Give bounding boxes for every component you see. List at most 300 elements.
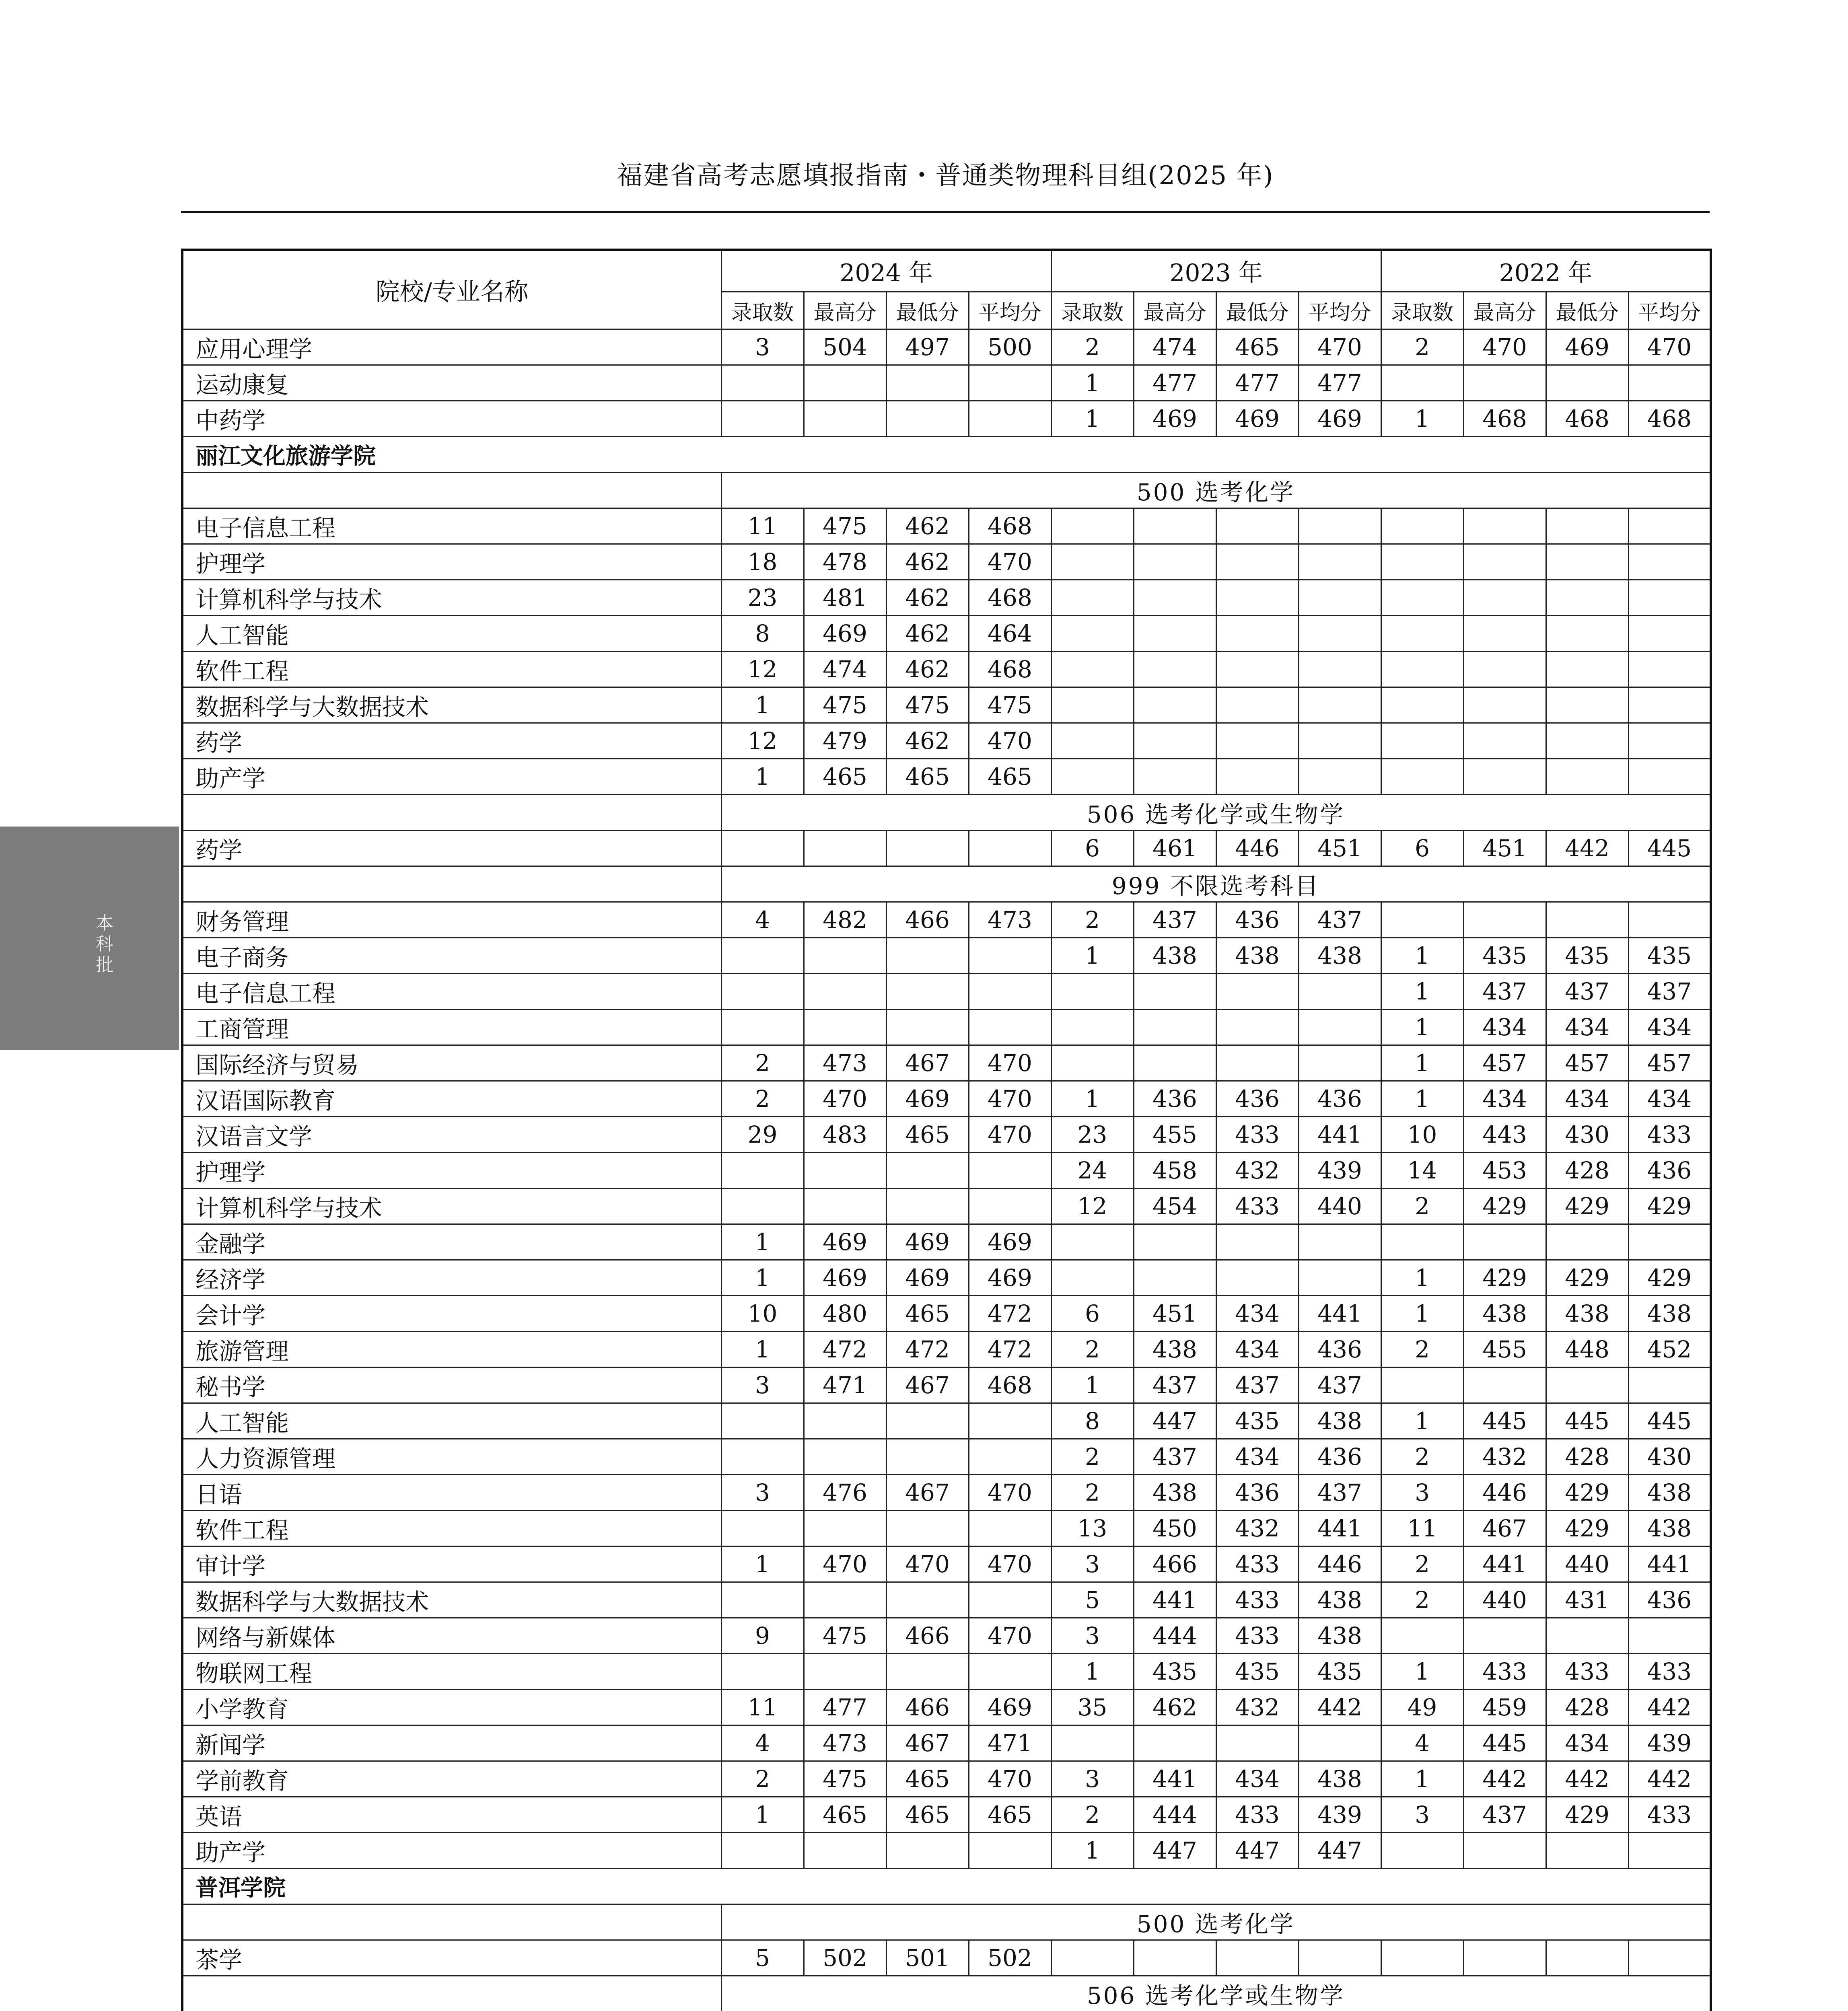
score-cell <box>804 1189 886 1224</box>
score-cell: 451 <box>1134 1296 1216 1332</box>
score-cell <box>1134 1940 1216 1976</box>
score-cell: 4 <box>721 1725 804 1761</box>
score-cell <box>1216 974 1299 1010</box>
score-cell: 468 <box>1463 401 1546 437</box>
score-cell: 2 <box>1051 329 1134 365</box>
major-name: 软件工程 <box>182 652 721 687</box>
score-cell <box>721 831 804 866</box>
score-cell <box>1628 1224 1711 1260</box>
major-row <box>182 687 1711 723</box>
major-name: 数据科学与大数据技术 <box>182 687 721 723</box>
score-cell: 502 <box>969 1940 1051 1976</box>
score-cell: 1 <box>1051 1081 1134 1117</box>
major-name: 经济学 <box>182 1260 721 1296</box>
major-name: 小学教育 <box>182 1690 721 1725</box>
school-row <box>182 437 1711 473</box>
side-tab-label <box>93 913 117 976</box>
score-cell <box>1051 616 1134 652</box>
score-cell <box>1628 902 1711 938</box>
score-cell: 470 <box>804 1546 886 1582</box>
major-row <box>182 1725 1711 1761</box>
score-cell <box>1546 580 1628 616</box>
score-cell <box>1463 365 1546 401</box>
score-cell <box>1216 1940 1299 1976</box>
school-name: 普洱学院 <box>182 1869 1711 1904</box>
score-cell <box>1051 723 1134 759</box>
score-cell: 472 <box>804 1332 886 1367</box>
metric-header: 录取数 <box>1381 292 1463 329</box>
score-cell: 433 <box>1216 1582 1299 1618</box>
major-row <box>182 1403 1711 1439</box>
major-row <box>182 759 1711 795</box>
major-name: 学前教育 <box>182 1761 721 1797</box>
score-cell: 467 <box>886 1475 969 1511</box>
score-cell: 465 <box>886 1797 969 1833</box>
score-cell: 465 <box>1216 329 1299 365</box>
score-cell: 430 <box>1546 1117 1628 1153</box>
score-cell <box>1299 687 1381 723</box>
score-cell: 429 <box>1546 1189 1628 1224</box>
subject-requirement: 999 不限选考科目 <box>721 866 1711 902</box>
score-cell: 439 <box>1628 1725 1711 1761</box>
score-cell: 35 <box>1051 1690 1134 1725</box>
score-cell <box>1299 1940 1381 1976</box>
score-cell: 18 <box>721 544 804 580</box>
score-cell: 457 <box>1628 1045 1711 1081</box>
score-cell <box>1216 616 1299 652</box>
score-cell <box>1299 1224 1381 1260</box>
score-cell: 1 <box>1381 1654 1463 1690</box>
score-cell: 458 <box>1134 1153 1216 1189</box>
score-cell: 469 <box>804 616 886 652</box>
score-cell <box>1134 1725 1216 1761</box>
score-cell <box>1628 1833 1711 1869</box>
header-row-years <box>182 250 1711 292</box>
score-cell <box>969 1511 1051 1546</box>
score-cell: 445 <box>1628 1403 1711 1439</box>
score-cell: 3 <box>721 1475 804 1511</box>
score-cell <box>1381 902 1463 938</box>
score-cell <box>1628 616 1711 652</box>
score-cell <box>1134 687 1216 723</box>
score-cell: 437 <box>1546 974 1628 1010</box>
score-cell: 4 <box>1381 1725 1463 1761</box>
score-cell: 441 <box>1299 1511 1381 1546</box>
score-cell: 428 <box>1546 1439 1628 1475</box>
score-cell: 1 <box>721 1332 804 1367</box>
score-cell <box>1216 652 1299 687</box>
score-cell <box>1216 687 1299 723</box>
major-row <box>182 1332 1711 1367</box>
score-cell: 9 <box>721 1618 804 1654</box>
score-cell <box>886 1189 969 1224</box>
major-name: 助产学 <box>182 1833 721 1869</box>
score-cell <box>886 831 969 866</box>
score-cell: 483 <box>804 1117 886 1153</box>
score-cell <box>1381 508 1463 544</box>
score-cell: 1 <box>1381 1010 1463 1045</box>
score-cell: 477 <box>1216 365 1299 401</box>
score-cell <box>1299 544 1381 580</box>
score-cell <box>1051 1260 1134 1296</box>
score-cell: 440 <box>1463 1582 1546 1618</box>
score-cell <box>1628 580 1711 616</box>
score-cell: 2 <box>1381 1332 1463 1367</box>
score-cell <box>721 938 804 974</box>
score-cell <box>804 1833 886 1869</box>
score-cell: 430 <box>1628 1439 1711 1475</box>
score-cell <box>1628 723 1711 759</box>
score-cell: 453 <box>1463 1153 1546 1189</box>
score-cell: 433 <box>1546 1654 1628 1690</box>
score-cell: 434 <box>1628 1081 1711 1117</box>
score-cell: 472 <box>969 1296 1051 1332</box>
score-cell: 433 <box>1628 1654 1711 1690</box>
score-cell: 477 <box>1134 365 1216 401</box>
score-cell: 455 <box>1134 1117 1216 1153</box>
score-cell: 479 <box>804 723 886 759</box>
score-cell: 451 <box>1299 831 1381 866</box>
score-cell <box>804 1582 886 1618</box>
header-rule <box>181 211 1710 213</box>
score-cell: 442 <box>1628 1690 1711 1725</box>
score-cell: 435 <box>1463 938 1546 974</box>
major-row <box>182 938 1711 974</box>
score-cell: 469 <box>1299 401 1381 437</box>
score-cell: 470 <box>1463 329 1546 365</box>
major-name: 日语 <box>182 1475 721 1511</box>
score-cell <box>721 1403 804 1439</box>
score-cell: 2 <box>1051 1797 1134 1833</box>
score-cell: 471 <box>804 1367 886 1403</box>
score-cell: 429 <box>1546 1475 1628 1511</box>
score-cell <box>1134 974 1216 1010</box>
score-cell <box>1134 1260 1216 1296</box>
score-cell <box>1134 616 1216 652</box>
score-cell: 440 <box>1299 1189 1381 1224</box>
score-cell: 436 <box>1216 902 1299 938</box>
major-name: 运动康复 <box>182 365 721 401</box>
score-cell: 470 <box>1628 329 1711 365</box>
score-cell: 437 <box>1463 974 1546 1010</box>
score-cell: 475 <box>886 687 969 723</box>
score-cell: 1 <box>721 1260 804 1296</box>
score-cell <box>1628 508 1711 544</box>
score-cell: 433 <box>1216 1797 1299 1833</box>
score-cell <box>1134 1224 1216 1260</box>
score-cell <box>1463 508 1546 544</box>
score-cell <box>886 1010 969 1045</box>
score-cell: 464 <box>969 616 1051 652</box>
score-cell <box>1299 1725 1381 1761</box>
score-cell: 441 <box>1463 1546 1546 1582</box>
major-name: 数据科学与大数据技术 <box>182 1582 721 1618</box>
score-cell: 1 <box>1051 1833 1134 1869</box>
score-cell: 462 <box>1134 1690 1216 1725</box>
score-cell: 1 <box>1051 1367 1134 1403</box>
major-name: 金融学 <box>182 1224 721 1260</box>
major-row <box>182 974 1711 1010</box>
score-cell: 462 <box>886 544 969 580</box>
column-header-name: 院校/专业名称 <box>182 250 721 329</box>
score-cell <box>721 1511 804 1546</box>
score-cell: 11 <box>721 1690 804 1725</box>
score-cell <box>1216 1725 1299 1761</box>
score-cell <box>804 1403 886 1439</box>
score-cell <box>1546 1833 1628 1869</box>
score-cell: 438 <box>1628 1511 1711 1546</box>
major-row <box>182 1081 1711 1117</box>
score-cell: 465 <box>804 1797 886 1833</box>
score-cell: 435 <box>1216 1403 1299 1439</box>
score-cell <box>804 831 886 866</box>
score-cell <box>721 1654 804 1690</box>
score-cell: 438 <box>1299 1761 1381 1797</box>
score-cell: 480 <box>804 1296 886 1332</box>
score-cell <box>1381 1940 1463 1976</box>
score-cell <box>1299 974 1381 1010</box>
score-cell: 473 <box>804 1045 886 1081</box>
score-cell: 3 <box>1381 1797 1463 1833</box>
major-name: 秘书学 <box>182 1367 721 1403</box>
score-cell: 434 <box>1628 1010 1711 1045</box>
score-cell: 1 <box>721 1224 804 1260</box>
score-cell <box>1134 1010 1216 1045</box>
score-cell: 504 <box>804 329 886 365</box>
score-cell <box>1051 1940 1134 1976</box>
score-cell: 1 <box>1381 1081 1463 1117</box>
score-cell: 1 <box>1051 938 1134 974</box>
score-cell <box>969 401 1051 437</box>
score-cell <box>886 1654 969 1690</box>
score-cell <box>1051 508 1134 544</box>
score-cell <box>804 974 886 1010</box>
major-row <box>182 831 1711 866</box>
major-name: 软件工程 <box>182 1511 721 1546</box>
major-name: 物联网工程 <box>182 1654 721 1690</box>
score-cell <box>1051 580 1134 616</box>
major-row <box>182 652 1711 687</box>
score-cell: 459 <box>1463 1690 1546 1725</box>
score-cell: 435 <box>1216 1654 1299 1690</box>
score-cell: 432 <box>1463 1439 1546 1475</box>
score-cell: 475 <box>804 1618 886 1654</box>
major-row <box>182 616 1711 652</box>
score-cell: 476 <box>804 1475 886 1511</box>
score-cell <box>721 1010 804 1045</box>
score-cell: 429 <box>1546 1511 1628 1546</box>
score-cell: 3 <box>1381 1475 1463 1511</box>
score-cell <box>1051 1224 1134 1260</box>
major-name: 药学 <box>182 831 721 866</box>
score-cell <box>1299 508 1381 544</box>
score-cell <box>1381 759 1463 795</box>
score-cell <box>1546 759 1628 795</box>
score-cell <box>804 1010 886 1045</box>
score-cell: 441 <box>1134 1582 1216 1618</box>
score-cell <box>1546 723 1628 759</box>
score-cell: 438 <box>1628 1296 1711 1332</box>
score-cell: 457 <box>1463 1045 1546 1081</box>
major-name: 人工智能 <box>182 1403 721 1439</box>
score-cell: 468 <box>1628 401 1711 437</box>
score-cell: 12 <box>1051 1189 1134 1224</box>
score-cell: 1 <box>721 1546 804 1582</box>
metric-header: 最低分 <box>1216 292 1299 329</box>
score-cell: 1 <box>1051 1654 1134 1690</box>
major-name: 护理学 <box>182 1153 721 1189</box>
score-cell <box>1216 1260 1299 1296</box>
score-cell <box>1628 544 1711 580</box>
score-cell: 5 <box>721 1940 804 1976</box>
score-cell: 444 <box>1134 1797 1216 1833</box>
score-cell: 469 <box>969 1224 1051 1260</box>
score-cell <box>1463 902 1546 938</box>
score-cell: 445 <box>1463 1725 1546 1761</box>
major-name: 计算机科学与技术 <box>182 580 721 616</box>
score-cell: 469 <box>969 1260 1051 1296</box>
subject-requirement: 500 选考化学 <box>721 1904 1711 1940</box>
score-cell <box>886 974 969 1010</box>
score-cell <box>1051 544 1134 580</box>
blank-cell <box>182 1904 721 1940</box>
score-cell <box>1381 580 1463 616</box>
major-row <box>182 1439 1711 1475</box>
score-cell: 445 <box>1628 831 1711 866</box>
score-cell: 502 <box>804 1940 886 1976</box>
major-name: 人力资源管理 <box>182 1439 721 1475</box>
score-cell: 472 <box>969 1332 1051 1367</box>
major-row <box>182 1260 1711 1296</box>
score-cell: 467 <box>886 1725 969 1761</box>
score-cell: 455 <box>1463 1332 1546 1367</box>
major-row <box>182 902 1711 938</box>
blank-cell <box>182 795 721 831</box>
score-cell: 438 <box>1463 1296 1546 1332</box>
score-cell: 1 <box>1381 1403 1463 1439</box>
school-row <box>182 1869 1711 1904</box>
score-cell: 3 <box>721 1367 804 1403</box>
subject-requirement-row <box>182 473 1711 508</box>
major-row <box>182 1690 1711 1725</box>
score-cell: 439 <box>1299 1153 1381 1189</box>
score-cell: 462 <box>886 652 969 687</box>
score-cell: 470 <box>969 1081 1051 1117</box>
score-cell: 469 <box>969 1690 1051 1725</box>
score-cell <box>1051 759 1134 795</box>
score-cell: 435 <box>1134 1654 1216 1690</box>
score-cell: 444 <box>1134 1618 1216 1654</box>
score-cell <box>886 1833 969 1869</box>
subject-requirement: 506 选考化学或生物学 <box>721 1976 1711 2011</box>
major-row <box>182 1833 1711 1869</box>
score-cell <box>1381 723 1463 759</box>
score-cell: 433 <box>1463 1654 1546 1690</box>
score-cell: 11 <box>721 508 804 544</box>
score-cell: 441 <box>1299 1117 1381 1153</box>
score-cell <box>804 1654 886 1690</box>
metric-header: 最高分 <box>1463 292 1546 329</box>
major-name: 会计学 <box>182 1296 721 1332</box>
score-cell <box>1381 1367 1463 1403</box>
score-cell: 465 <box>886 759 969 795</box>
score-cell: 438 <box>1299 938 1381 974</box>
score-cell: 465 <box>804 759 886 795</box>
major-row <box>182 1940 1711 1976</box>
major-name: 英语 <box>182 1797 721 1833</box>
major-name: 电子商务 <box>182 938 721 974</box>
score-cell: 481 <box>804 580 886 616</box>
score-cell <box>1216 544 1299 580</box>
major-name: 药学 <box>182 723 721 759</box>
score-cell <box>1546 616 1628 652</box>
score-cell: 24 <box>1051 1153 1134 1189</box>
score-cell: 434 <box>1216 1761 1299 1797</box>
score-cell: 467 <box>1463 1511 1546 1546</box>
score-cell <box>1381 687 1463 723</box>
score-cell: 429 <box>1546 1260 1628 1296</box>
score-cell: 468 <box>969 508 1051 544</box>
score-cell: 429 <box>1628 1189 1711 1224</box>
major-row <box>182 1189 1711 1224</box>
score-cell <box>1299 759 1381 795</box>
major-name: 电子信息工程 <box>182 974 721 1010</box>
major-row <box>182 1511 1711 1546</box>
metric-header: 平均分 <box>1299 292 1381 329</box>
subject-requirement-row <box>182 866 1711 902</box>
score-cell: 462 <box>886 616 969 652</box>
score-cell <box>886 1582 969 1618</box>
score-cell <box>1628 1367 1711 1403</box>
score-cell: 438 <box>1299 1403 1381 1439</box>
score-cell: 431 <box>1546 1582 1628 1618</box>
score-cell: 442 <box>1628 1761 1711 1797</box>
admission-score-table <box>181 249 1712 2011</box>
side-tab <box>0 827 179 1050</box>
score-cell: 2 <box>1381 1439 1463 1475</box>
score-cell: 6 <box>1051 1296 1134 1332</box>
score-cell: 434 <box>1546 1081 1628 1117</box>
score-cell: 3 <box>1051 1546 1134 1582</box>
major-row <box>182 401 1711 437</box>
score-cell: 448 <box>1546 1332 1628 1367</box>
score-cell: 445 <box>1546 1403 1628 1439</box>
major-row <box>182 1224 1711 1260</box>
score-cell: 462 <box>886 723 969 759</box>
score-cell: 437 <box>1463 1797 1546 1833</box>
score-cell: 469 <box>886 1260 969 1296</box>
score-cell: 442 <box>1546 831 1628 866</box>
score-cell: 1 <box>1381 938 1463 974</box>
score-cell: 500 <box>969 329 1051 365</box>
major-row <box>182 1045 1711 1081</box>
score-cell <box>1546 508 1628 544</box>
score-cell: 438 <box>1299 1618 1381 1654</box>
score-cell: 436 <box>1299 1081 1381 1117</box>
score-cell: 438 <box>1134 938 1216 974</box>
score-cell <box>1134 580 1216 616</box>
major-name: 助产学 <box>182 759 721 795</box>
score-cell: 433 <box>1216 1117 1299 1153</box>
score-cell: 437 <box>1134 1367 1216 1403</box>
score-cell: 470 <box>969 1546 1051 1582</box>
major-row <box>182 1797 1711 1833</box>
major-name: 财务管理 <box>182 902 721 938</box>
score-cell: 462 <box>886 580 969 616</box>
score-cell <box>1216 723 1299 759</box>
score-cell: 468 <box>1546 401 1628 437</box>
score-cell: 477 <box>804 1690 886 1725</box>
